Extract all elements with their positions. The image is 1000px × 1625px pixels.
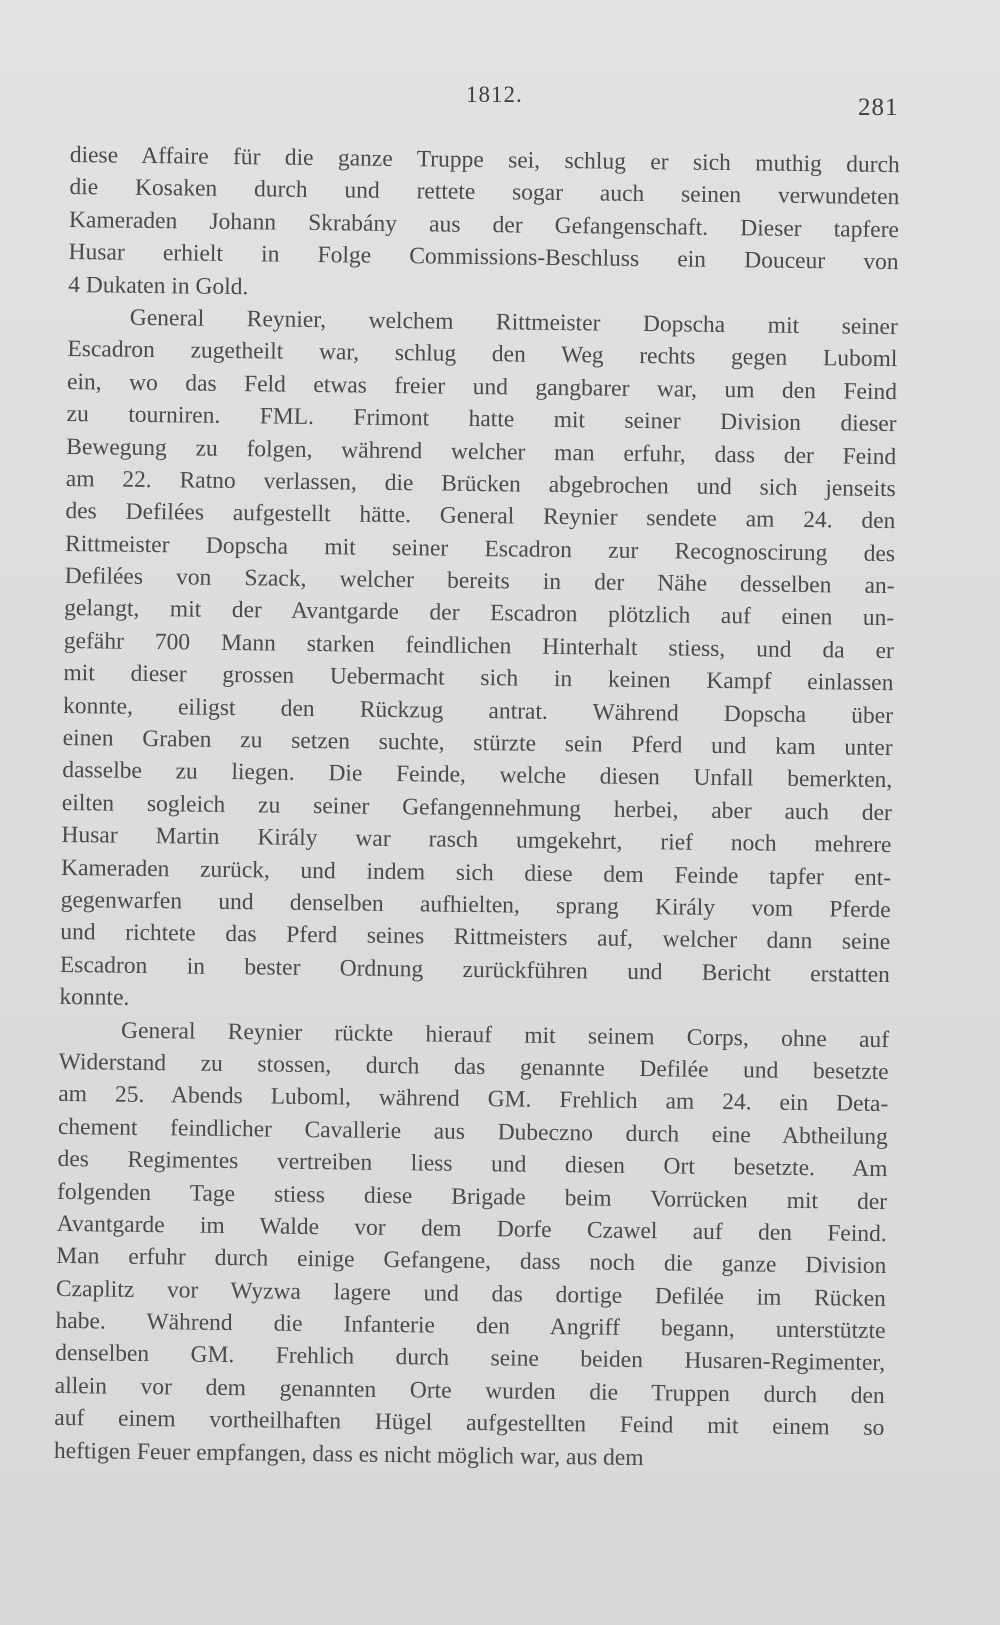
text-line: Husar Martin Király war rasch umgekehrt, rief noch mehrere [61,822,892,859]
text-line: am 22. Ratno verlassen, die Brücken abgebrochen und sich jenseits [65,465,896,503]
text-line: folgenden Tage stiess diese Brigade beim Vorrücken mit der [56,1178,888,1215]
text-line: Escadron zugetheilt war, schlug den Weg rechts gegen Luboml [67,336,898,373]
text-line: Escadron in bester Ordnung zurückführen und Bericht erstatten [59,951,891,988]
text-line: eilten sogleich zu seiner Gefangennehmung herbei, aber auch der [61,789,892,826]
text-line: ein, wo das Feld etwas freier und gangbarer war, um den Feind [66,368,898,405]
text-line: und richtete das Pferd seines Rittmeisters auf, welcher dann seine [60,919,891,956]
text-line: Kameraden zurück, und indem sich diese dem Feinde tapfer ent- [60,854,892,891]
text-line: chement feindlicher Cavallerie aus Dubeczno durch eine Abtheilung [57,1113,889,1150]
text-line: denselben GM. Frehlich durch seine beiden Husaren-Regimenter, [55,1340,886,1377]
page-header [0,82,1000,122]
text-line: gegenwarfen und denselben aufhielten, sprang Király vom Pferde [60,886,891,924]
paragraph [59,301,898,1024]
text-line: einen Graben zu setzen suchte, stürzte sein Pferd und kam unter [62,724,893,762]
text-line: 4 Dukaten in Gold. [68,271,249,300]
text-line: heftigen Feuer empfangen, dass es nicht möglich war, aus dem [53,1437,644,1471]
text-line: Man erfuhr durch einige Gefangene, dass noch die ganze Division [56,1243,887,1280]
body-text [54,139,900,1477]
text-line: diese Affaire für die ganze Truppe sei, schlug er sich muthig durch [69,141,900,179]
text-line: auf einem vortheilhaften Hügel aufgestellten Feind mit einem so [54,1405,885,1442]
text-line: des Regimentes vertreiben liess und diesen Ort besetzte. Am [57,1146,888,1183]
running-head: 1812. [466,82,523,107]
text-line: Husar erhielt in Folge Commissions-Beschluss ein Douceur von [68,239,899,276]
text-line: mit dieser grossen Uebermacht sich in keinen Kampf einlassen [63,660,894,697]
text-line: zu tourniren. FML. Frimont hatte mit seiner Division dieser [66,401,897,438]
paragraph [68,139,900,311]
paragraph [54,1013,889,1477]
text-line: dasselbe zu liegen. Die Feinde, welche diesen Unfall bemerkten, [62,757,893,794]
text-line: konnte. [59,984,130,1011]
text-line: allein vor dem genannten Orte wurden die Truppen durch den [54,1372,885,1409]
text-line: Rittmeister Dopscha mit seiner Escadron zur Recognoscirung des [64,530,896,567]
text-line: habe. Während die Infanterie den Angriff begann, unterstützte [55,1307,886,1345]
text-line: des Defilées aufgestellt hätte. General Reynier sendete am 24. den [65,498,896,535]
text-line: gefähr 700 Mann starken feindlichen Hinterhalt stiess, und da er [63,627,894,664]
text-line: General Reynier, welchem Rittmeister Dopscha mit seiner [129,304,898,341]
text-line: Czaplitz vor Wyzwa lagere und das dortige Defilée im Rücken [55,1275,887,1312]
text-line: gelangt, mit der Avantgarde der Escadron plötzlich auf einen un- [64,595,895,632]
text-line: Widerstand zu stossen, durch das genannte Defilée und besetzte [58,1048,889,1086]
text-line: General Reynier rückte hierauf mit seinem Corps, ohne auf [120,1017,890,1053]
text-line: Bewegung zu folgen, während welcher man erfuhr, dass der Feind [66,433,897,470]
text-line: Defilées von Szack, welcher bereits in der Nähe desselben an- [64,563,895,600]
text-line: Avantgarde im Walde vor dem Dorfe Czawel auf den Feind. [56,1210,887,1247]
text-line: konnte, eiligst den Rückzug antrat. Während Dopscha über [62,692,894,729]
text-line: Kameraden Johann Skrabány aus der Gefangenschaft. Dieser tapfere [68,206,900,243]
page-number: 281 [858,94,899,121]
text-line: die Kosaken durch und rettete sogar auch seinen verwundeten [69,174,900,211]
text-line: am 25. Abends Luboml, während GM. Frehlich am 24. ein Deta- [58,1081,889,1118]
